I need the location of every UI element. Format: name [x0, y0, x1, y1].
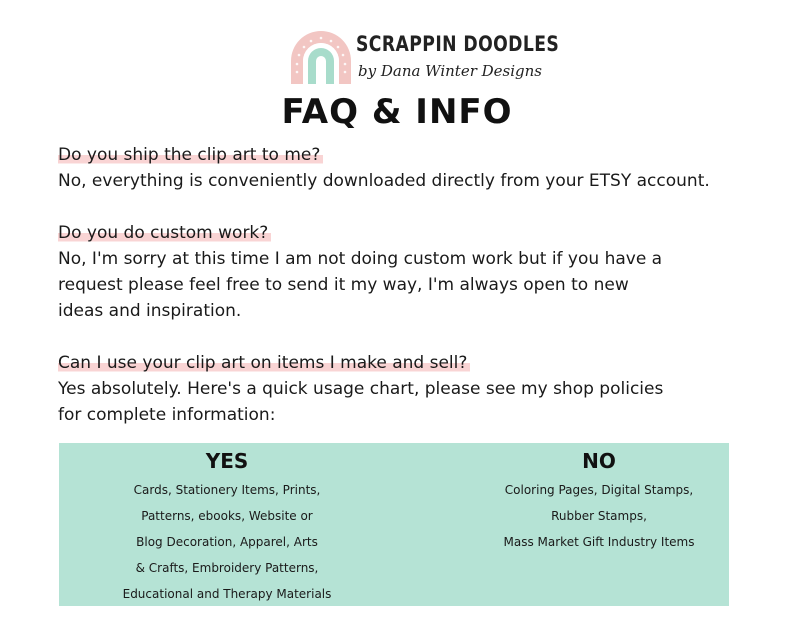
faq-answer-line: Yes absolutely. Here's a quick usage chart, please see my shop policies [58, 379, 664, 399]
usage-yes-column [109, 449, 345, 607]
brand-name: SCRAPPIN DOODLES [356, 32, 560, 56]
faq-answer-line: request please feel free to send it my way, I'm always open to new [58, 275, 629, 295]
faq-answer-line: ideas and inspiration. [58, 301, 242, 321]
faq-item [58, 220, 768, 324]
usage-yes-line: Patterns, ebooks, Website or [141, 509, 313, 523]
faq-item [58, 142, 768, 194]
usage-yes-line: & Crafts, Embroidery Patterns, [135, 561, 319, 575]
usage-yes-line: Cards, Stationery Items, Prints, [133, 483, 321, 497]
usage-yes-line: Blog Decoration, Apparel, Arts [136, 535, 318, 549]
usage-chart [59, 443, 729, 606]
usage-no-heading: NO [582, 449, 616, 473]
faq-answer-line: No, I'm sorry at this time I am not doing custom work but if you have a [58, 249, 663, 269]
faq-item [58, 350, 768, 428]
faq-question: Do you ship the clip art to me? [58, 145, 323, 165]
usage-yes-line: Educational and Therapy Materials [122, 587, 332, 601]
faq-answer-line: for complete information: [58, 405, 276, 425]
brand-tagline: by Dana Winter Designs [358, 62, 542, 80]
faq-question: Do you do custom work? [58, 223, 271, 243]
usage-no-column [459, 449, 739, 555]
usage-no-line: Coloring Pages, Digital Stamps, [504, 483, 694, 497]
rainbow-icon [288, 28, 354, 84]
brand-logo [288, 26, 560, 86]
usage-no-line: Mass Market Gift Industry Items [503, 535, 695, 549]
usage-yes-heading: YES [205, 449, 249, 473]
faq-section [58, 142, 768, 454]
faq-answer-line: No, everything is conveniently downloaded directly from your ETSY account. [58, 171, 710, 191]
page-title: FAQ & INFO [281, 92, 513, 132]
faq-question: Can I use your clip art on items I make and sell? [58, 353, 470, 373]
usage-no-line: Rubber Stamps, [551, 509, 647, 523]
